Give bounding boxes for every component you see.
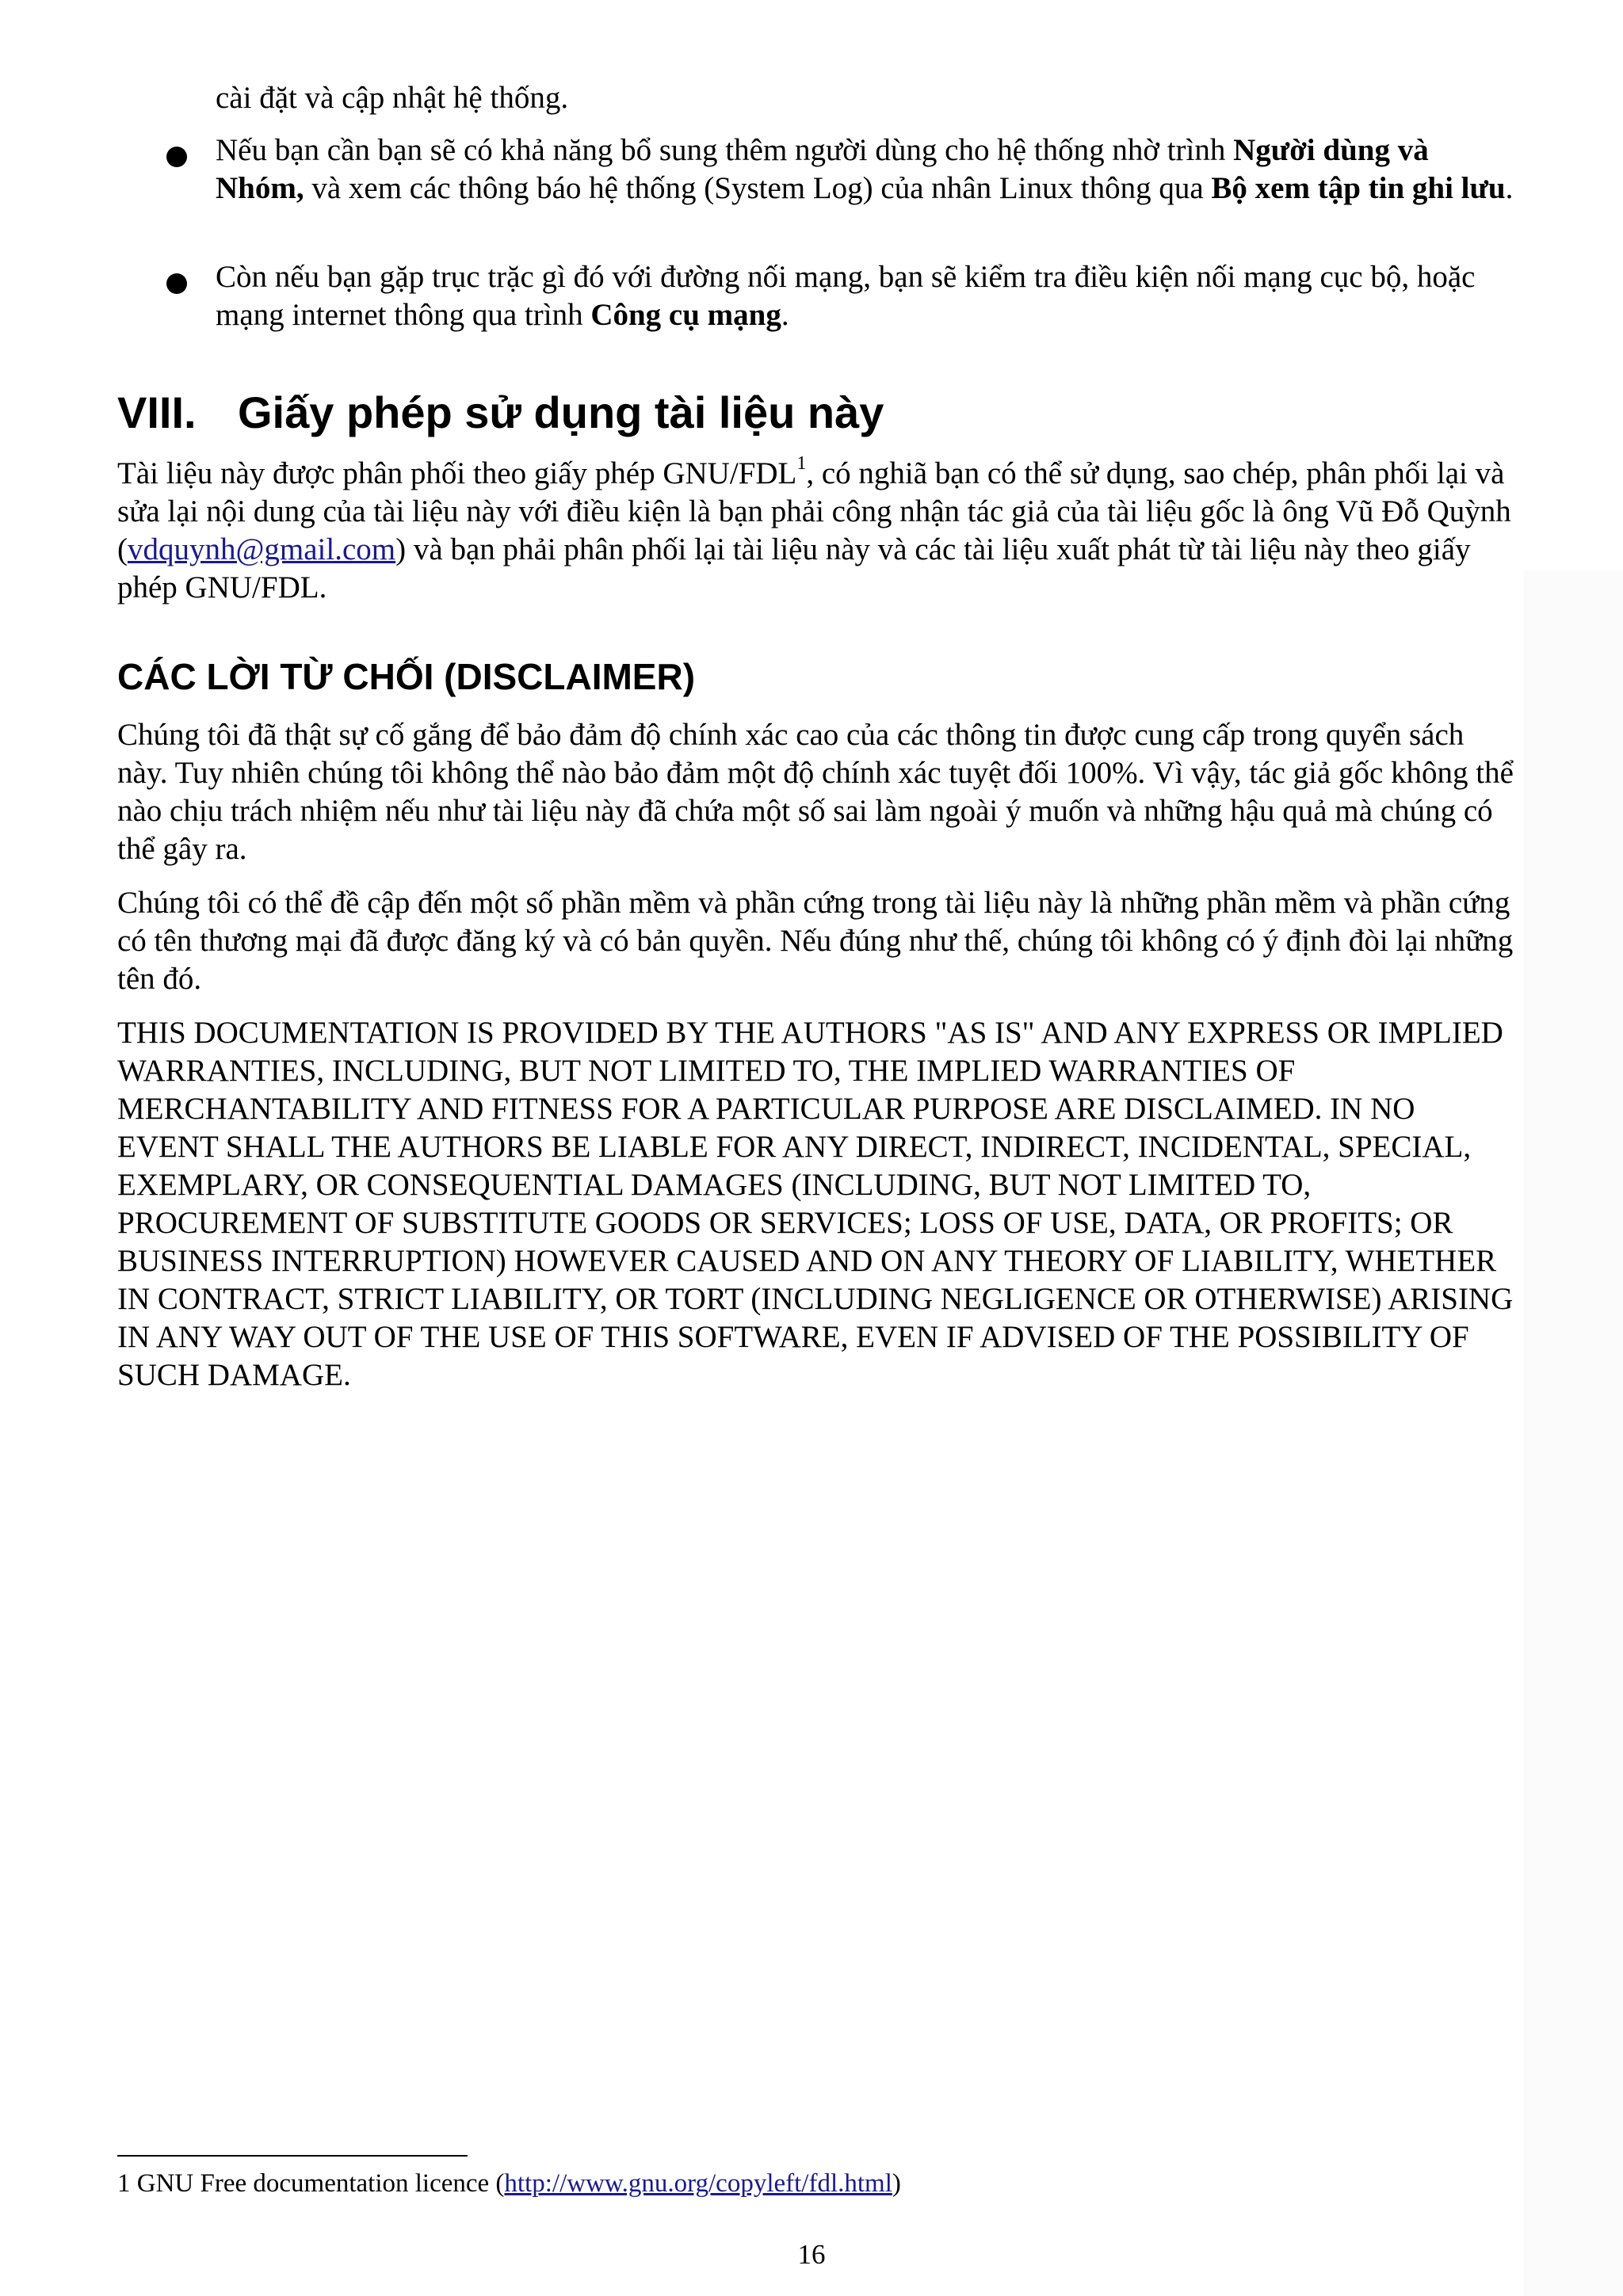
author-email-link[interactable]: vdquynh@gmail.com (128, 532, 396, 566)
bullet-item-users (216, 132, 1523, 208)
page-number: 16 (797, 2239, 826, 2270)
footnote-text: ) (892, 2169, 901, 2198)
footnote-text: 1 GNU Free documentation licence ( (117, 2169, 505, 2198)
app-name-users-groups: Người dùng và Nhóm, (216, 133, 1429, 205)
license-text: Tài liệu này được phân phối theo giấy phép GNU/FDL (117, 456, 797, 490)
disclaimer-paragraph-3: THIS DOCUMENTATION IS PROVIDED BY THE AUTHORS "AS IS" AND ANY EXPRESS OR IMPLIED WARRANTIES, INCLUDING, BUT NOT LIMITED TO, THE IMPLIED WARRANTIES OF MERCHANTABILITY AND FITNESS FOR A PARTICULAR PURPOSE ARE DISCLAIMED. IN NO EVENT SHALL THE AUTHORS BE LIABLE FOR ANY DIRECT, INDIRECT, INCIDENTAL, SPECIAL, EXEMPLARY, OR CONSEQUENTIAL DAMAGES (INCLUDING, BUT NOT LIMITED TO, PROCUREMENT OF SUBSTITUTE GOODS OR SERVICES; LOSS OF USE, DATA, OR PROFITS; OR BUSINESS INTERRUPTION) HOWEVER CAUSED AND ON ANY THEORY OF LIABILITY, WHETHER IN CONTRACT, STRICT LIABILITY, OR TORT (INCLUDING NEGLIGENCE OR OTHERWISE) ARISING IN ANY WAY OUT OF THE USE OF THIS SOFTWARE, EVEN IF ADVISED OF THE POSSIBILITY OF SUCH DAMAGE. (117, 1016, 1514, 1392)
bullet-text: Nếu bạn cần bạn sẽ có khả năng bổ sung thêm người dùng cho hệ thống nhờ trình (216, 133, 1234, 167)
disclaimer-heading: CÁC LỜI TỪ CHỐI (DISCLAIMER) (117, 656, 696, 697)
bullet-item-network (216, 258, 1523, 334)
bullet-text: . (1505, 171, 1514, 205)
section-heading (117, 387, 884, 439)
bullet-dot-icon (166, 273, 187, 294)
bullet-text: . (781, 298, 789, 332)
app-name-log-viewer: Bộ xem tập tin ghi lưu (1211, 171, 1506, 205)
footnote-divider (117, 2155, 468, 2157)
disclaimer-paragraph-1: Chúng tôi đã thật sự cố gắng để bảo đảm độ chính xác cao của các thông tin được cung cấp trong quyển sách này. Tuy nhiên chúng tôi không thể nào bảo đảm một độ chính xác tuyệt đối 100%. Vì vậy, tác giả gốc không thể nào chịu trách nhiệm nếu như tài liệu này đã chứa một số sai làm ngoài ý muốn và những hậu quả mà chúng có thể gây ra. (117, 718, 1514, 866)
disclaimer-paragraph-2: Chúng tôi có thể đề cập đến một số phần mềm và phần cứng trong tài liệu này là những phần mềm và phần cứng có tên thương mại đã được đăng ký và có bản quyền. Nếu đúng như thế, chúng tôi không có ý định đòi lại những tên đó. (117, 886, 1514, 996)
bullet-dot-icon (166, 147, 187, 167)
bullet-text: Còn nếu bạn gặp trục trặc gì đó với đường nối mạng, bạn sẽ kiểm tra điều kiện nối mạng cục bộ, hoặc mạng internet thông qua trình (216, 260, 1476, 332)
bullet-text: và xem các thông báo hệ thống (System Log) của nhân Linux thông qua (304, 171, 1212, 205)
license-text: ) và bạn phải phân phối lại tài liệu này và các tài liệu xuất phát từ tài liệu này theo giấy phép GNU/FDL. (117, 532, 1471, 605)
section-number: VIII. (117, 387, 197, 437)
fdl-url-link[interactable]: http://www.gnu.org/copyleft/fdl.html (504, 2169, 892, 2198)
license-paragraph (117, 455, 1522, 607)
section-title: Giấy phép sử dụng tài liệu này (238, 387, 884, 437)
footnote-ref[interactable]: 1 (796, 453, 807, 474)
license-text: , có nghiã bạn có thể sử dụng, sao chép, phân phối lại và sửa lại nội dung của tài liệu này với điều kiện là bạn phải công nhận tác giả của tài liệu gốc là ông Vũ Đỗ Quỳnh ( (117, 456, 1511, 566)
intro-continuation: cài đặt và cập nhật hệ thống. (216, 81, 569, 115)
footnote (117, 2168, 901, 2199)
app-name-network-tools: Công cụ mạng (590, 298, 781, 332)
